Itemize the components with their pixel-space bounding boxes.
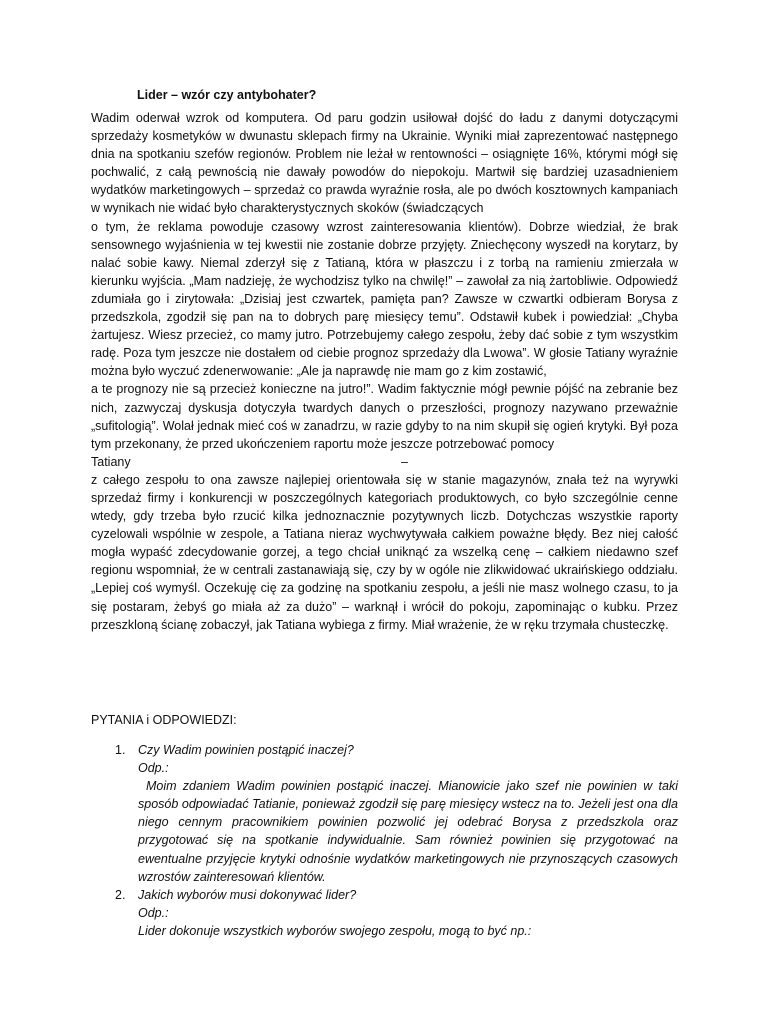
qa-list xyxy=(91,741,678,940)
story-text xyxy=(91,109,678,634)
story-paragraph: a te prognozy nie są przecież konieczne na jutro!”. Wadim faktycznie mógł pewnie pójść na zebranie bez nich, zazwyczaj dyskusja dotyczyła twardych danych o przeszłości, prognozy nazywano przeważnie „sufitologią”. Wolał jednak mieć coś w zanadrzu, w razie gdyby to na nim skupił się ogień krytyki. Był poza tym przekonany, że przed ukończeniem raportu może jeszcze potrzebować pomocy xyxy=(91,382,678,451)
story-line-tatiana xyxy=(91,453,678,471)
section-heading: PYTANIA i ODPOWIEDZI: xyxy=(91,713,237,727)
qa-answer xyxy=(138,777,678,886)
qa-number: 2. xyxy=(115,887,126,902)
story-paragraph: Wadim oderwał wzrok od komputera. Od paru godzin usiłował dojść do ładu z danymi dotyczącymi sprzedaży kosmetyków w dwunastu sklepach firmy na Ukrainie. Wyniki miał zaprezentować następnego dnia na spotkaniu szefów regionów. Problem nie leżał w rentowności – osiągnięte 16%, którymi mógł się pochwalić, z całą pewnością nie dawały powodów do niepokoju. Martwił się bardziej uzasadnieniem wydatków marketingowych – sprzedaż co prawda wyraźnie rosła, ale po dwóch kosztownych kampaniach w wynikach nie widać było charakterystycznych skoków (świadczących xyxy=(91,111,678,216)
qa-odp-label: Odp.: xyxy=(138,761,169,776)
story-dash: – xyxy=(401,454,408,469)
qa-answer: Lider dokonuje wszystkich wyborów swojego zespołu, mogą to być np.: xyxy=(138,923,532,938)
qa-number: 1. xyxy=(115,743,126,757)
story-paragraph: o tym, że reklama powoduje czasowy wzrost zainteresowania klientów). Dobrze wiedział, że brak sensownego wyjaśnienia w tej kwestii nie zostanie dobrze przyjęty. Zniechęcony wyszedł na korytarz, by nalać sobie kawy. Niemal zderzył się z Tatianą, która w płaszczu i z torbą na ramieniu zmierzała w kierunku wyjścia. „Mam nadzieję, że wychodzisz tylko na chwilę!” – zawołał za nią żartobliwie. Odpowiedź zdumiała go i zirytowała: „Dzisiaj jest czwartek, pamięta pan? Zawsze w czwartki odbieram Borysa z przedszkola, zgodził się pan na to dobrych parę miesięcy temu”. Odstawił kubek i powiedział: „Chyba żartujesz. Wiesz przecież, co mamy jutro. Potrzebujemy całego zespołu, żeby dać sobie z tym wszystkim radę. Poza tym jeszcze nie dostałem od ciebie prognoz sprzedaży dla Lwowa”. W głosie Tatiany wyraźnie można było wyczuć zdenerwowanie: „Ale ja naprawdę nie mam go z kim zostawić, xyxy=(91,219,678,379)
qa-item xyxy=(91,886,678,940)
qa-answer-text: Moim zdaniem Wadim powinien postąpić inaczej. Mianowicie jako szef nie powinien w taki sposób odpowiadać Tatianie, ponieważ zgodził się parę miesięcy wstecz na to. Jeżeli jest ona dla niego cennym pracownikiem powinien pozwolić jej odebrać Borysa z przedszkola oraz przygotować się na spotkanie indywidualnie. Sam również powinien się przygotować na ewentualne przyjęcie krytyki odnośnie wydatków marketingowych nie przynoszących czasowych wzrostów zainteresowań klientów. xyxy=(138,779,678,884)
qa-question: Czy Wadim powinien postąpić inaczej? xyxy=(138,743,354,757)
story-word-tatiana: Tatiany xyxy=(91,454,131,469)
qa-odp-label: Odp.: xyxy=(138,905,169,920)
qa-item xyxy=(91,741,678,886)
document-title: Lider – wzór czy antybohater? xyxy=(137,88,317,102)
qa-question: Jakich wyborów musi dokonywać lider? xyxy=(138,887,357,902)
story-paragraph: z całego zespołu to ona zawsze najlepiej orientowała się w stanie magazynów, znała też na wyrywki sprzedaż firmy i konkurencji w poszczególnych kategoriach produktowych, co było szczególnie cenne wtedy, gdy trzeba było rzucić kilka jednoznacznie pozytywnych liczb. Dotychczas wszystkie raporty cyzelowali wspólnie w zespole, a Tatiana nieraz wychwytywała całkiem poważne błędy. Bez niej całość mogła wypaść zdecydowanie gorzej, a tego chciał uniknąć za wszelką cenę – całkiem niedawno szef regionu wspomniał, że w centrali zastanawiają się, czy by w ogóle nie zlikwidować ukraińskiego oddziału. „Lepiej coś wymyśl. Oczekuję cię za godzinę na spotkaniu zespołu, a jeśli nie masz wolnego czasu, to ja się postaram, żebyś go miała aż za dużo” – warknął i wrócił do pokoju, zapominając o kubku. Przez przeszkloną ścianę zobaczył, jak Tatiana wybiega z firmy. Miał wrażenie, że w ręku trzymała chusteczkę. xyxy=(91,472,678,632)
